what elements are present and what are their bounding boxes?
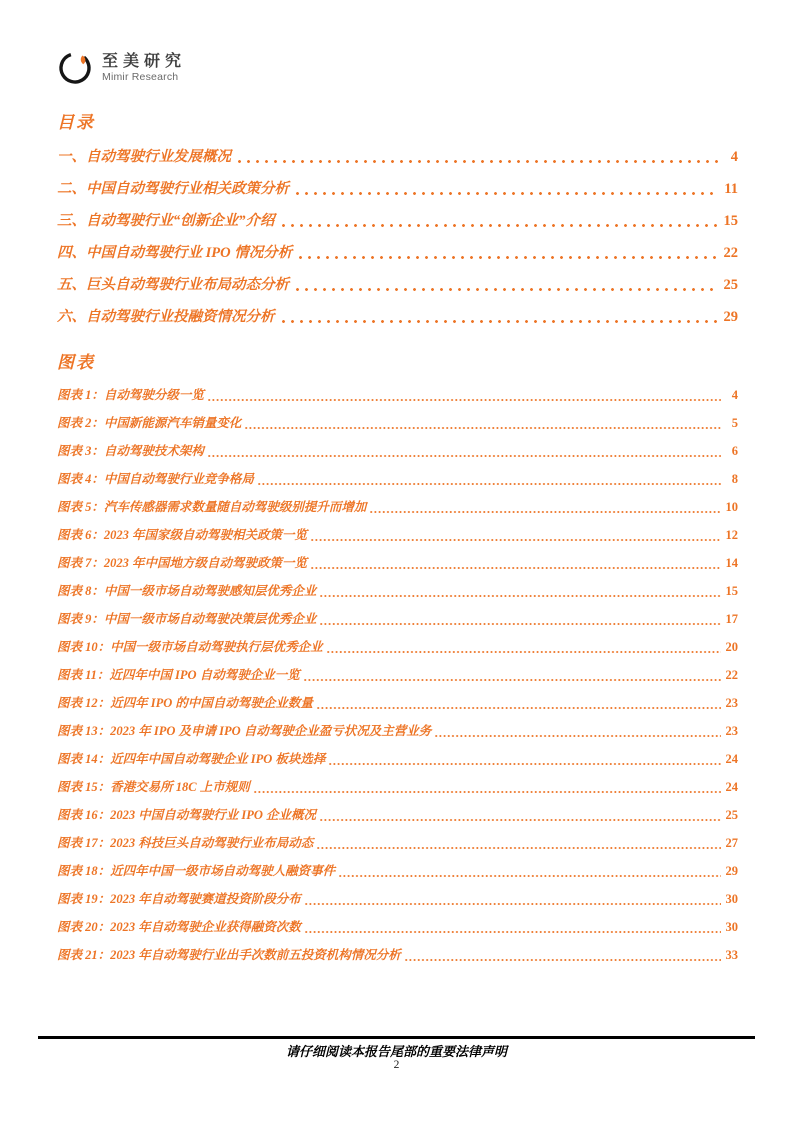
toc-entry-label: 图表 7：2023 年中国地方级自动驾驶政策一览 [57, 556, 308, 570]
dot-leader [304, 679, 721, 681]
dot-leader [282, 224, 719, 227]
dot-leader [320, 595, 721, 597]
toc-entry[interactable] [57, 749, 738, 767]
dot-leader [299, 256, 718, 259]
toc-entry-page: 24 [725, 752, 738, 766]
brand-name [102, 53, 186, 83]
brand-logo [57, 50, 738, 86]
mimir-logo-icon [57, 50, 93, 86]
toc-entry[interactable] [57, 241, 738, 262]
toc-entry-label: 图表 14：近四年中国自动驾驶企业 IPO 板块选择 [57, 752, 326, 766]
toc-entry-label: 四、中国自动驾驶行业 IPO 情况分析 [57, 245, 293, 261]
toc-entry[interactable] [57, 833, 738, 851]
toc-entry-label: 图表 2：中国新能源汽车销量变化 [57, 416, 242, 430]
dot-leader [405, 959, 721, 961]
toc-entry-label: 图表 11：近四年中国 IPO 自动驾驶企业一览 [57, 668, 300, 682]
dot-leader [320, 623, 721, 625]
toc-entry[interactable] [57, 145, 738, 166]
dot-leader [296, 192, 719, 195]
toc-entry-label: 一、自动驾驶行业发展概况 [57, 149, 231, 165]
dot-leader [305, 903, 721, 905]
toc-entry-page: 25 [725, 808, 738, 822]
toc-entry[interactable] [57, 805, 738, 823]
toc-entry-label: 二、中国自动驾驶行业相关政策分析 [57, 181, 289, 197]
toc-entry-label: 六、自动驾驶行业投融资情况分析 [57, 309, 275, 325]
brand-name-cn: 至美研究 [102, 52, 187, 70]
toc-entry-label: 图表 6：2023 年国家级自动驾驶相关政策一览 [57, 528, 308, 542]
toc-entry[interactable] [57, 665, 738, 683]
toc-entry-label: 图表 18：近四年中国一级市场自动驾驶人融资事件 [57, 864, 336, 878]
toc-entry[interactable] [57, 693, 738, 711]
toc-entry-page: 14 [725, 556, 738, 570]
dot-leader [311, 567, 721, 569]
toc-entry-label: 图表 15：香港交易所 18C 上市规则 [57, 780, 250, 794]
dot-leader [317, 707, 721, 709]
toc-entry-page: 25 [723, 277, 738, 293]
toc-heading: 目录 [57, 113, 95, 132]
toc-entry[interactable] [57, 889, 738, 907]
toc-entry-page: 10 [725, 500, 738, 514]
toc-entry-page: 4 [730, 149, 738, 165]
toc-entry[interactable] [57, 177, 738, 198]
dot-leader [258, 483, 721, 485]
toc-entry-page: 24 [725, 780, 738, 794]
toc-entry-label: 图表 1：自动驾驶分级一览 [57, 388, 204, 402]
toc-entry-page: 5 [731, 416, 738, 430]
toc-entry-label: 图表 12：近四年 IPO 的中国自动驾驶企业数量 [57, 696, 313, 710]
toc-entry-page: 6 [731, 444, 738, 458]
toc-entry-page: 15 [725, 584, 738, 598]
toc-entry[interactable] [57, 497, 738, 515]
toc-entry-page: 29 [725, 864, 738, 878]
toc-entry-label: 图表 20：2023 年自动驾驶企业获得融资次数 [57, 920, 301, 934]
toc-entry-page: 22 [723, 245, 738, 261]
toc-entry[interactable] [57, 413, 738, 431]
brand-name-en: Mimir Research [102, 71, 179, 84]
toc-entry[interactable] [57, 861, 738, 879]
dot-leader [329, 763, 721, 765]
toc-entry-page: 8 [731, 472, 738, 486]
toc-entry[interactable] [57, 581, 738, 599]
dot-leader [317, 847, 721, 849]
toc-entry[interactable] [57, 305, 738, 326]
dot-leader [370, 511, 721, 513]
page-content [57, 50, 738, 973]
toc-entry-page: 23 [725, 696, 738, 710]
toc-entry-label: 图表 19：2023 年自动驾驶赛道投资阶段分布 [57, 892, 301, 906]
toc-entry-page: 30 [725, 892, 738, 906]
toc-entry-page: 15 [723, 213, 738, 229]
figures-list [57, 385, 738, 963]
toc-entry-label: 图表 3：自动驾驶技术架构 [57, 444, 204, 458]
toc-entry[interactable] [57, 917, 738, 935]
footer-divider [38, 1036, 755, 1039]
dot-leader [305, 931, 721, 933]
figures-heading: 图表 [57, 353, 95, 372]
toc-entry-label: 图表 4：中国自动驾驶行业竞争格局 [57, 472, 254, 486]
dot-leader [238, 160, 719, 163]
toc-entry-page: 30 [725, 920, 738, 934]
dot-leader [245, 427, 721, 429]
figures-block [57, 348, 738, 963]
dot-leader [282, 320, 719, 323]
toc-entry-page: 20 [725, 640, 738, 654]
dot-leader [435, 735, 721, 737]
toc-entry[interactable] [57, 209, 738, 230]
toc-entry-page: 12 [725, 528, 738, 542]
dot-leader [327, 651, 721, 653]
toc-entry[interactable] [57, 385, 738, 403]
toc-entry-label: 图表 16：2023 中国自动驾驶行业 IPO 企业概况 [57, 808, 317, 822]
toc-entry-label: 图表 13：2023 年 IPO 及申请 IPO 自动驾驶企业盈亏状况及主营业务 [57, 724, 432, 738]
dot-leader [208, 455, 721, 457]
toc-entry[interactable] [57, 637, 738, 655]
toc-entry[interactable] [57, 609, 738, 627]
footer-disclaimer: 请仔细阅读本报告尾部的重要法律声明 [285, 1044, 507, 1059]
toc-chapter-list [57, 145, 738, 326]
toc-entry-label: 图表 8：中国一级市场自动驾驶感知层优秀企业 [57, 584, 317, 598]
dot-leader [320, 819, 721, 821]
toc-entry[interactable] [57, 273, 738, 294]
toc-entry-label: 图表 5：汽车传感器需求数量随自动驾驶级别提升而增加 [57, 500, 367, 514]
toc-entry-page: 27 [725, 836, 738, 850]
toc-entry[interactable] [57, 469, 738, 487]
toc-entry-label: 图表 10：中国一级市场自动驾驶执行层优秀企业 [57, 640, 323, 654]
toc-entry[interactable] [57, 441, 738, 459]
dot-leader [254, 791, 721, 793]
toc-entry[interactable] [57, 721, 738, 739]
toc-entry[interactable] [57, 777, 738, 795]
dot-leader [339, 875, 721, 877]
dot-leader [296, 288, 719, 291]
toc-entry-page: 22 [725, 668, 738, 682]
toc-entry-page: 29 [723, 309, 738, 325]
toc-entry-label: 图表 21：2023 年自动驾驶行业出手次数前五投资机构情况分析 [57, 948, 401, 962]
toc-entry-label: 图表 9：中国一级市场自动驾驶决策层优秀企业 [57, 612, 317, 626]
toc-entry-page: 17 [725, 612, 738, 626]
dot-leader [208, 399, 721, 401]
toc-entry[interactable] [57, 945, 738, 963]
dot-leader [311, 539, 721, 541]
toc-entry-page: 4 [731, 388, 738, 402]
footer-page-number: 2 [393, 1059, 400, 1071]
toc-entry-page: 11 [724, 181, 738, 197]
toc-entry[interactable] [57, 525, 738, 543]
toc-entry-page: 33 [725, 948, 738, 962]
toc-entry-label: 三、自动驾驶行业“创新企业”介绍 [57, 213, 275, 229]
toc-entry-page: 23 [725, 724, 738, 738]
toc-entry[interactable] [57, 553, 738, 571]
toc-entry-label: 图表 17：2023 科技巨头自动驾驶行业布局动态 [57, 836, 314, 850]
toc-entry-label: 五、巨头自动驾驶行业布局动态分析 [57, 277, 289, 293]
